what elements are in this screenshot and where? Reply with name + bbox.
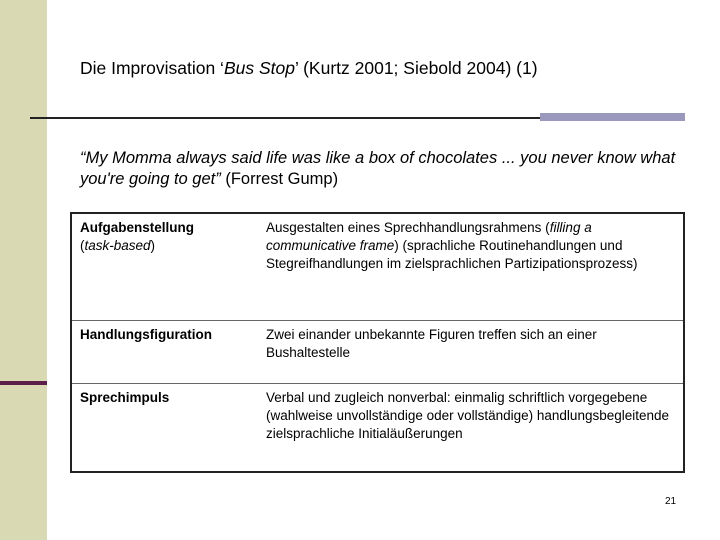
- page-number: 21: [665, 496, 677, 507]
- row-label-cell: [71, 213, 258, 320]
- row-label-cell: [71, 320, 258, 383]
- row-description: Zwei einander unbekannte Figuren treffen sich an einer Bushaltestelle: [258, 320, 684, 383]
- row-label-cell: [71, 383, 258, 472]
- title-divider-accent: [540, 113, 685, 121]
- row-label: Handlungsfiguration: [80, 326, 212, 342]
- row-description: Ausgestalten eines Sprechhandlungsrahmens (filling a communicative frame) (sprachliche Routinehandlungen und Stegreifhandlungen im zielsprachlichen Partizipationsprozess): [258, 213, 684, 320]
- table-row: [71, 383, 684, 472]
- left-decorative-bar: [0, 0, 47, 540]
- row-description: Verbal und zugleich nonverbal: einmalig schriftlich vorgegebene (wahlweise unvollständige oder vollständige) handlungsbegleitende zielsprachliche Initialäußerungen: [266, 389, 670, 441]
- left-accent-stripe: [0, 381, 47, 385]
- table-row: [71, 320, 684, 383]
- slide-title: Die Improvisation ‘Bus Stop’ (Kurtz 2001; Siebold 2004) (1): [80, 58, 538, 78]
- row-label: Aufgabenstellung: [80, 220, 194, 235]
- quote-text: “My Momma always said life was like a box of chocolates ... you never know what you're going to get” (Forrest Gump): [80, 149, 676, 188]
- info-table: [70, 212, 685, 473]
- row-sublabel: (task-based): [80, 238, 156, 253]
- row-label: Sprechimpuls: [80, 389, 170, 405]
- table-row: [71, 213, 684, 320]
